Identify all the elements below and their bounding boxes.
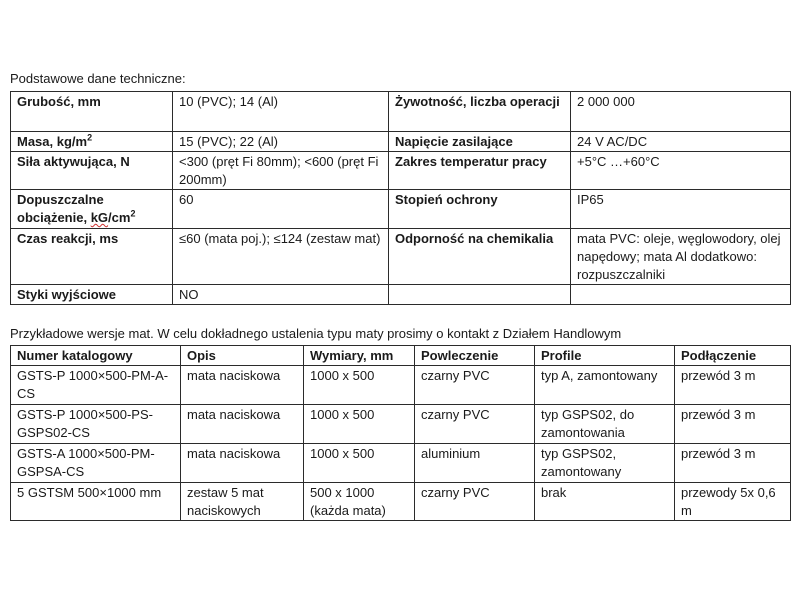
table-cell: GSTS-P 1000×500-PS-GSPS02-CS: [11, 405, 181, 444]
table-row: [11, 190, 791, 229]
table-cell: czarny PVC: [415, 366, 535, 405]
spec-label: Grubość, mm: [11, 92, 173, 132]
spec-label-text: Masa, kg/m: [17, 134, 88, 149]
spec-value: mata PVC: oleje, węglowodory, olej napędowy; mata Al dodatkowo: rozpuszczalniki: [571, 229, 791, 285]
table-cell: przewody 5x 0,6 m: [675, 483, 791, 521]
spec-value: 15 (PVC); 22 (Al): [173, 132, 389, 152]
column-header: Wymiary, mm: [304, 346, 415, 366]
versions-caption: Przykładowe wersje mat. W celu dokładnego ustalenia typu maty prosimy o kontakt z Działem Handlowym: [10, 326, 622, 341]
spec-label: Siła aktywująca, N: [11, 152, 173, 190]
table-cell: zestaw 5 mat naciskowych: [181, 483, 304, 521]
table-cell: czarny PVC: [415, 483, 535, 521]
spec-label: [389, 285, 571, 305]
table-cell: typ A, zamontowany: [535, 366, 675, 405]
column-header: Profile: [535, 346, 675, 366]
table-cell: przewód 3 m: [675, 444, 791, 483]
spec-value: NO: [173, 285, 389, 305]
table-cell: czarny PVC: [415, 405, 535, 444]
spec-label: Żywotność, liczba operacji: [389, 92, 571, 132]
spec-value: <300 (pręt Fi 80mm); <600 (pręt Fi 200mm): [173, 152, 389, 190]
spec-label-tail: /cm: [108, 210, 131, 225]
superscript: 2: [130, 208, 136, 219]
spec-value: 2 000 000: [571, 92, 791, 132]
spec-value: 10 (PVC); 14 (Al): [173, 92, 389, 132]
table-cell: brak: [535, 483, 675, 521]
table-row: [11, 444, 791, 483]
table-row: [11, 366, 791, 405]
table-cell: typ GSPS02, zamontowany: [535, 444, 675, 483]
spec-label: Styki wyjściowe: [11, 285, 173, 305]
table-cell: 1000 x 500: [304, 405, 415, 444]
spec-label: [11, 132, 173, 152]
table-header-row: [11, 346, 791, 366]
column-header: Podłączenie: [675, 346, 791, 366]
technical-data-table: [10, 91, 791, 305]
spec-value: 24 V AC/DC: [571, 132, 791, 152]
spec-label: Odporność na chemikalia: [389, 229, 571, 285]
table-cell: 500 x 1000 (każda mata): [304, 483, 415, 521]
versions-table: [10, 345, 791, 521]
spec-value: [571, 285, 791, 305]
spec-value: ≤60 (mata poj.); ≤124 (zestaw mat): [173, 229, 389, 285]
spec-label: [11, 190, 173, 229]
spec-value: 60: [173, 190, 389, 229]
table-cell: przewód 3 m: [675, 366, 791, 405]
table-cell: 1000 x 500: [304, 366, 415, 405]
table-row: [11, 285, 791, 305]
table-cell: mata naciskowa: [181, 405, 304, 444]
spec-label: Stopień ochrony: [389, 190, 571, 229]
table-cell: mata naciskowa: [181, 444, 304, 483]
table-cell: przewód 3 m: [675, 405, 791, 444]
spec-caption: Podstawowe dane techniczne:: [10, 71, 186, 86]
table-row: [11, 229, 791, 285]
spec-label: Zakres temperatur pracy: [389, 152, 571, 190]
table-cell: mata naciskowa: [181, 366, 304, 405]
table-cell: 5 GSTSM 500×1000 mm: [11, 483, 181, 521]
spellcheck-marked-word: kG: [90, 210, 109, 225]
table-cell: typ GSPS02, do zamontowania: [535, 405, 675, 444]
table-row: [11, 92, 791, 132]
table-cell: aluminium: [415, 444, 535, 483]
table-row: [11, 483, 791, 521]
spec-value: IP65: [571, 190, 791, 229]
table-row: [11, 152, 791, 190]
table-row: [11, 405, 791, 444]
superscript: 2: [87, 132, 93, 143]
table-cell: 1000 x 500: [304, 444, 415, 483]
table-cell: GSTS-P 1000×500-PM-A-CS: [11, 366, 181, 405]
spec-label-text: Dopuszczalne obciążenie,: [17, 192, 104, 225]
spec-value: +5°C …+60°C: [571, 152, 791, 190]
spec-label: Czas reakcji, ms: [11, 229, 173, 285]
column-header: Numer katalogowy: [11, 346, 181, 366]
table-row: [11, 132, 791, 152]
column-header: Opis: [181, 346, 304, 366]
table-cell: GSTS-A 1000×500-PM-GSPSA-CS: [11, 444, 181, 483]
column-header: Powleczenie: [415, 346, 535, 366]
spec-label: Napięcie zasilające: [389, 132, 571, 152]
